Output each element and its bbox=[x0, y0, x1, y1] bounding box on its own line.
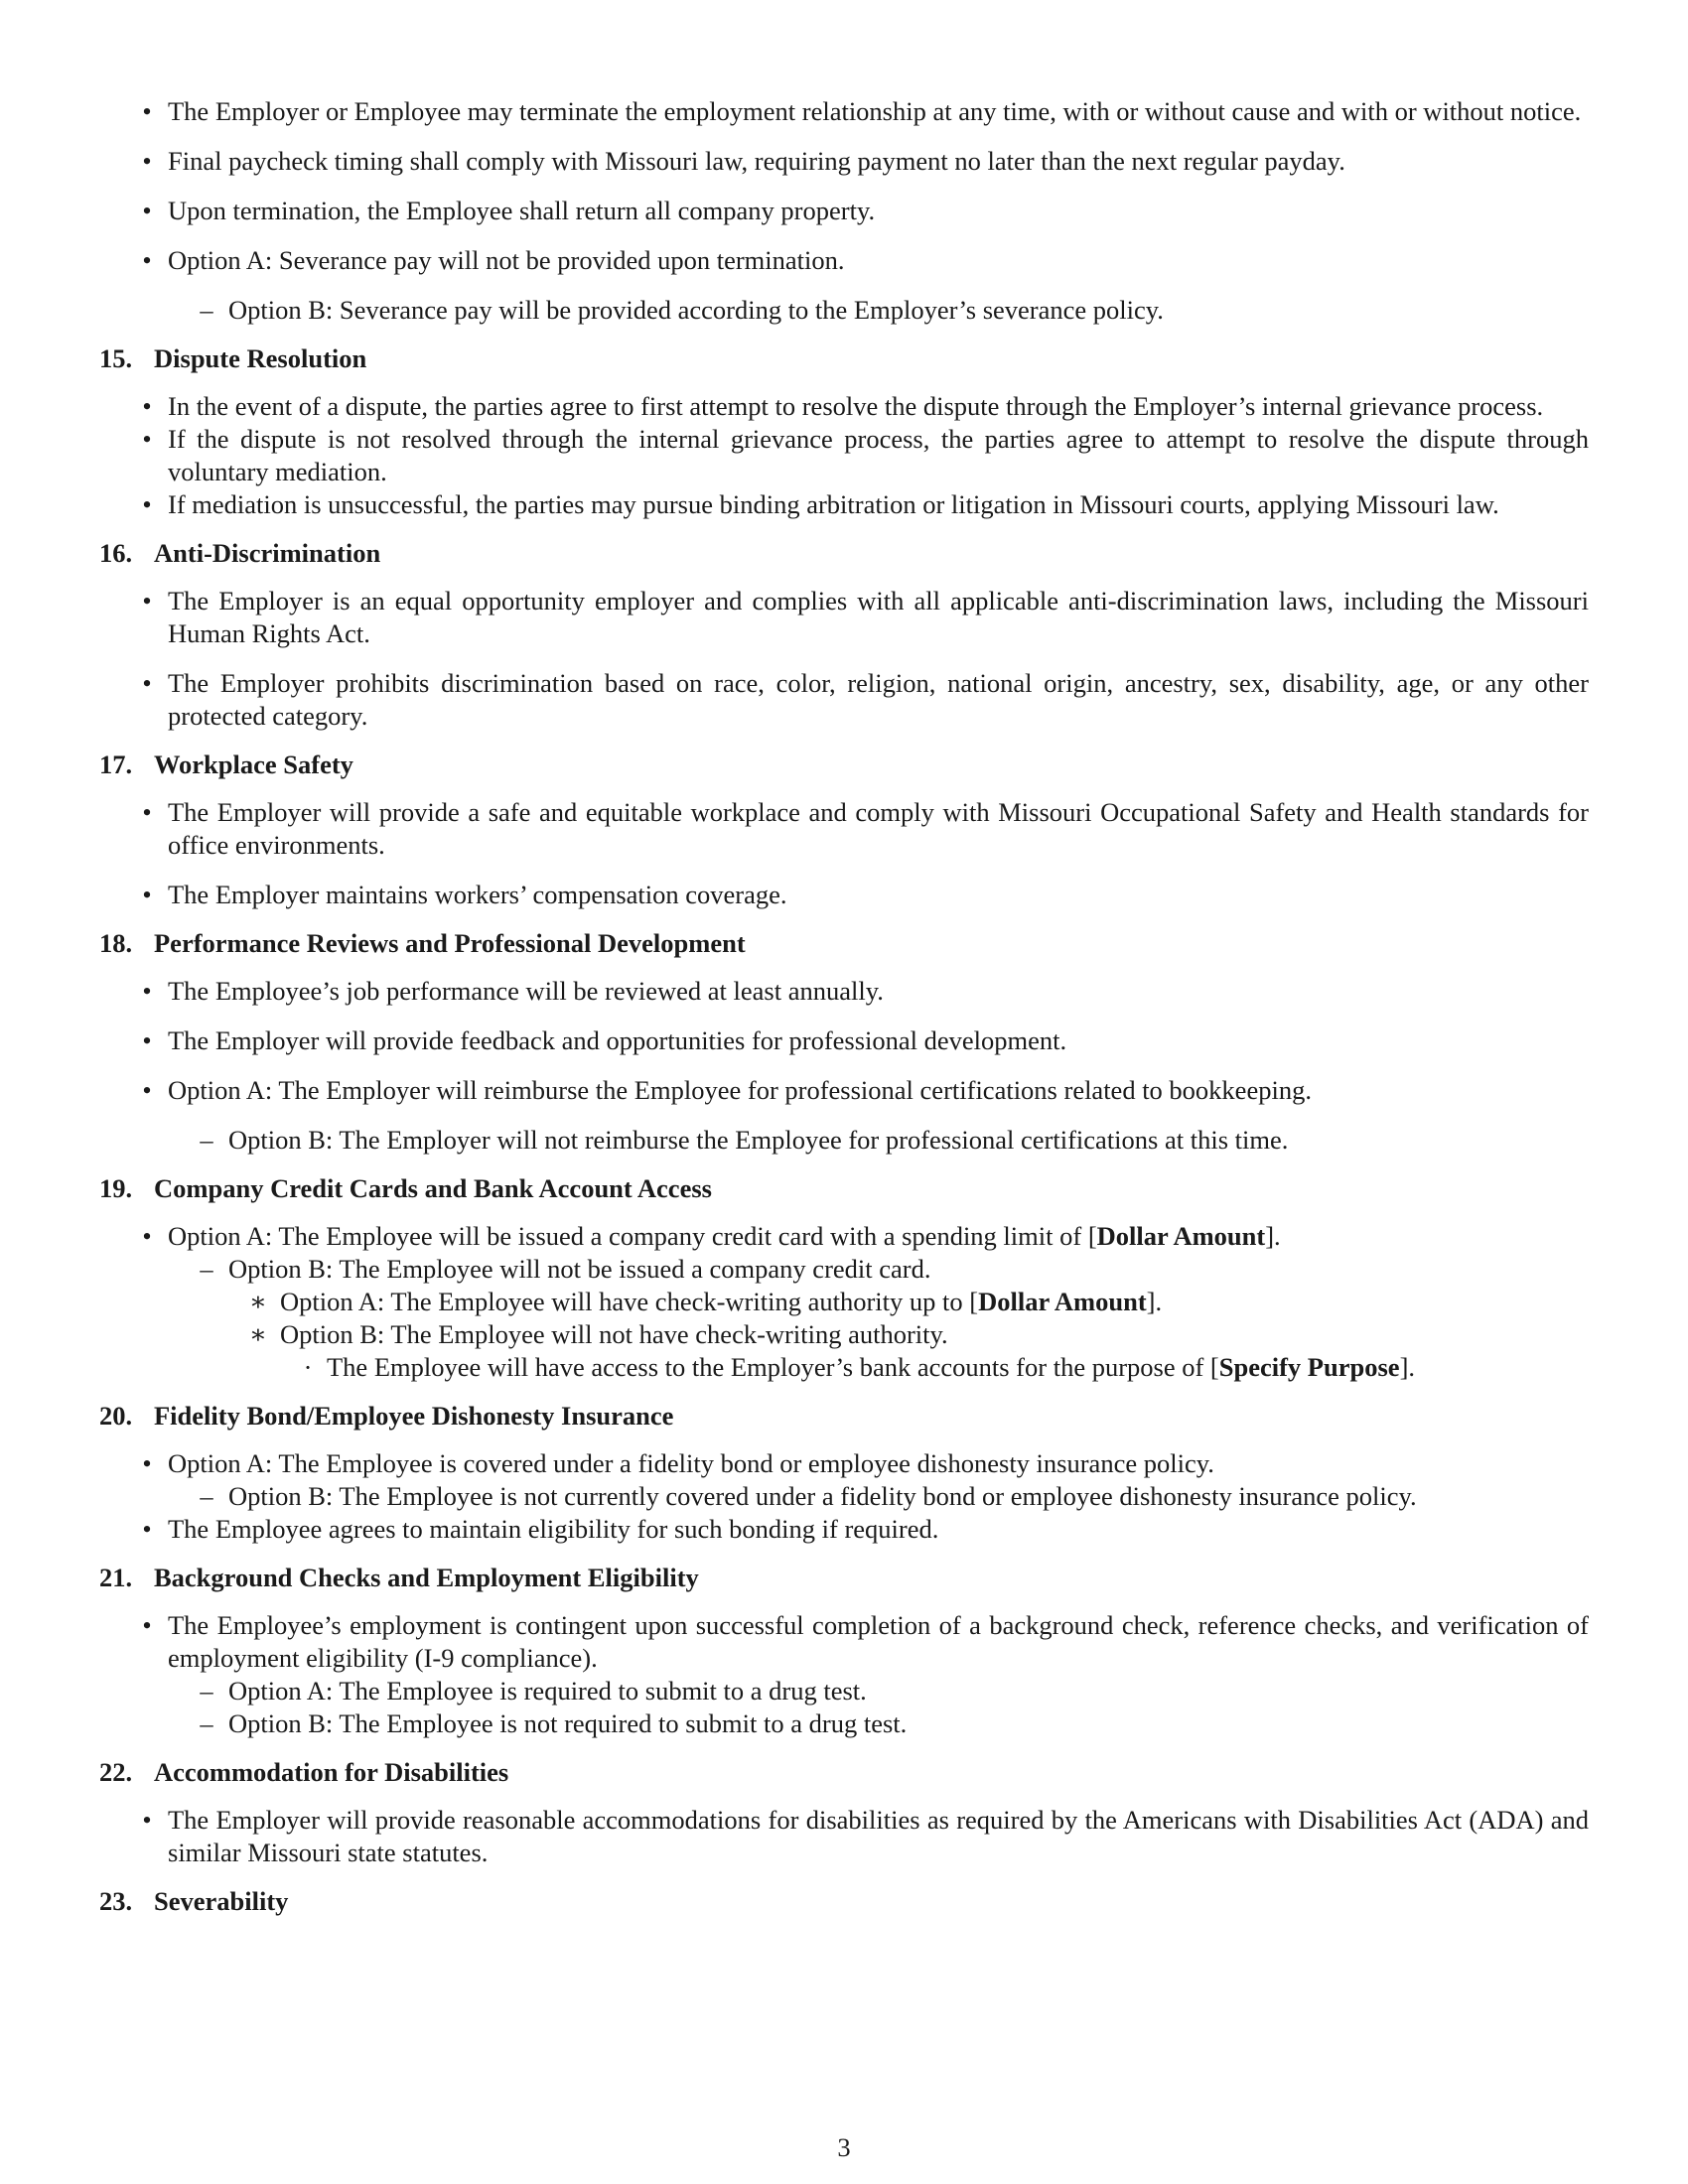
placeholder-field: Dollar Amount bbox=[1096, 1221, 1266, 1251]
page-number: 3 bbox=[837, 2132, 851, 2162]
section-heading-22 bbox=[99, 1756, 1589, 1789]
bullet-marker: • bbox=[142, 1075, 152, 1105]
dash-marker: – bbox=[200, 1708, 213, 1738]
star-marker: ∗ bbox=[248, 1287, 267, 1316]
list-item-text: Option B: The Employee is not currently covered under a fidelity bond or employee dishonesty insurance policy. bbox=[228, 1481, 1417, 1511]
list-item bbox=[99, 1124, 1589, 1157]
list-item bbox=[99, 145, 1589, 178]
section-title: Severability bbox=[154, 1886, 289, 1916]
bullet-marker: • bbox=[142, 586, 152, 615]
list-item bbox=[99, 195, 1589, 227]
termination-bullets bbox=[99, 95, 1589, 327]
dash-marker: – bbox=[200, 1254, 213, 1284]
section-title: Dispute Resolution bbox=[154, 343, 367, 373]
list-item bbox=[99, 1318, 1589, 1351]
section-number: 19. bbox=[99, 1173, 133, 1203]
list-item-text: The Employer or Employee may terminate the employment relationship at any time, with or without cause and with or without notice. bbox=[168, 96, 1582, 126]
list-item bbox=[99, 1286, 1589, 1318]
list-item-text: The Employer will provide a safe and equitable workplace and comply with Missouri Occupational Safety and Health standards for office environments. bbox=[168, 797, 1589, 860]
section-number: 16. bbox=[99, 538, 133, 568]
list-item-text: Option A: The Employee is covered under a fidelity bond or employee dishonesty insurance policy. bbox=[168, 1448, 1214, 1478]
section-number: 18. bbox=[99, 928, 133, 958]
bullet-marker: • bbox=[142, 880, 152, 909]
document-page bbox=[99, 95, 1589, 1933]
dash-marker: – bbox=[200, 1125, 213, 1155]
bullet-marker: • bbox=[142, 146, 152, 176]
section-19-list bbox=[99, 1220, 1589, 1384]
list-item bbox=[99, 95, 1589, 128]
list-item-text bbox=[327, 1352, 1415, 1382]
section-title: Workplace Safety bbox=[154, 750, 353, 779]
dash-marker: – bbox=[200, 1676, 213, 1706]
bullet-marker: • bbox=[142, 1221, 152, 1251]
section-number: 23. bbox=[99, 1886, 133, 1916]
bullet-marker: • bbox=[142, 245, 152, 275]
list-item bbox=[99, 1253, 1589, 1286]
list-item-text: If the dispute is not resolved through the internal grievance process, the parties agree to attempt to resolve the dispute through voluntary mediation. bbox=[168, 424, 1589, 486]
section-title: Background Checks and Employment Eligibility bbox=[154, 1563, 699, 1592]
section-heading-15 bbox=[99, 342, 1589, 375]
list-item bbox=[99, 244, 1589, 277]
text-segment: Option A: The Employee will be issued a company credit card with a spending limit of [ bbox=[168, 1221, 1097, 1251]
section-title: Accommodation for Disabilities bbox=[154, 1757, 509, 1787]
list-item bbox=[99, 488, 1589, 521]
list-item bbox=[99, 1675, 1589, 1707]
bullet-marker: • bbox=[142, 196, 152, 225]
list-item-text: The Employer maintains workers’ compensation coverage. bbox=[168, 880, 787, 909]
list-item-text bbox=[280, 1287, 1162, 1316]
list-item bbox=[99, 975, 1589, 1008]
list-item-text: The Employer will provide reasonable accommodations for disabilities as required by the Americans with Disabilities Act (ADA) and similar Missouri state statutes. bbox=[168, 1805, 1589, 1867]
list-item-text bbox=[168, 1221, 1281, 1251]
list-item-text: The Employer will provide feedback and opportunities for professional development. bbox=[168, 1025, 1067, 1055]
section-title: Anti-Discrimination bbox=[154, 538, 381, 568]
list-item-text: The Employee’s employment is contingent upon successful completion of a background check, reference checks, and verification of employment eligibility (I-9 compliance). bbox=[168, 1610, 1589, 1673]
bullet-marker: • bbox=[142, 1025, 152, 1055]
section-18-list bbox=[99, 975, 1589, 1157]
placeholder-field: Dollar Amount bbox=[978, 1287, 1147, 1316]
section-heading-18 bbox=[99, 927, 1589, 960]
section-heading-17 bbox=[99, 749, 1589, 781]
bullet-marker: • bbox=[142, 96, 152, 126]
section-16-list bbox=[99, 585, 1589, 733]
section-15-list bbox=[99, 390, 1589, 521]
section-number: 17. bbox=[99, 750, 133, 779]
list-item-text: Option A: The Employee is required to submit to a drug test. bbox=[228, 1676, 867, 1706]
section-heading-19 bbox=[99, 1172, 1589, 1205]
bullet-marker: • bbox=[142, 1805, 152, 1835]
section-number: 20. bbox=[99, 1401, 133, 1431]
section-21-list bbox=[99, 1609, 1589, 1740]
list-item-text: The Employee’s job performance will be reviewed at least annually. bbox=[168, 976, 884, 1006]
text-segment: ]. bbox=[1399, 1352, 1416, 1382]
section-number: 15. bbox=[99, 343, 133, 373]
list-item-text: Option B: The Employee is not required to submit to a drug test. bbox=[228, 1708, 908, 1738]
text-segment: The Employee will have access to the Employer’s bank accounts for the purpose of [ bbox=[327, 1352, 1219, 1382]
bullet-marker: • bbox=[142, 797, 152, 827]
section-heading-23 bbox=[99, 1885, 1589, 1918]
list-item-text: Option A: The Employer will reimburse the Employee for professional certifications related to bookkeeping. bbox=[168, 1075, 1312, 1105]
bullet-marker: • bbox=[142, 1610, 152, 1640]
bullet-marker: • bbox=[142, 976, 152, 1006]
list-item bbox=[99, 390, 1589, 423]
list-item bbox=[99, 1024, 1589, 1057]
list-item-text: Option B: The Employee will not have check-writing authority. bbox=[280, 1319, 948, 1349]
text-segment: Option A: The Employee will have check-writing authority up to [ bbox=[280, 1287, 979, 1316]
dot-marker: · bbox=[303, 1352, 313, 1382]
list-item-text: Upon termination, the Employee shall return all company property. bbox=[168, 196, 876, 225]
list-item-text: The Employer prohibits discrimination based on race, color, religion, national origin, ancestry, sex, disability, age, or any other protected category. bbox=[168, 668, 1589, 731]
star-marker: ∗ bbox=[248, 1319, 267, 1349]
section-number: 22. bbox=[99, 1757, 133, 1787]
list-item bbox=[99, 1351, 1589, 1384]
list-item bbox=[99, 879, 1589, 911]
list-item bbox=[99, 1609, 1589, 1675]
list-item-text: If mediation is unsuccessful, the parties may pursue binding arbitration or litigation in Missouri courts, applying Missouri law. bbox=[168, 489, 1499, 519]
text-segment: ]. bbox=[1265, 1221, 1281, 1251]
section-20-list bbox=[99, 1447, 1589, 1546]
bullet-marker: • bbox=[142, 489, 152, 519]
list-item-text: Final paycheck timing shall comply with Missouri law, requiring payment no later than the next regular payday. bbox=[168, 146, 1345, 176]
section-heading-16 bbox=[99, 537, 1589, 570]
bullet-marker: • bbox=[142, 1448, 152, 1478]
list-item bbox=[99, 585, 1589, 650]
list-item-text: Option B: The Employer will not reimburse the Employee for professional certifications at this time. bbox=[228, 1125, 1289, 1155]
list-item bbox=[99, 1447, 1589, 1480]
list-item bbox=[99, 1074, 1589, 1107]
placeholder-field: Specify Purpose bbox=[1218, 1352, 1400, 1382]
dash-marker: – bbox=[200, 1481, 213, 1511]
bullet-marker: • bbox=[142, 668, 152, 698]
list-item-text: In the event of a dispute, the parties agree to first attempt to resolve the dispute through the Employer’s internal grievance process. bbox=[168, 391, 1544, 421]
list-item bbox=[99, 294, 1589, 327]
bullet-marker: • bbox=[142, 1514, 152, 1544]
list-item-text: Option A: Severance pay will not be provided upon termination. bbox=[168, 245, 845, 275]
list-item bbox=[99, 1220, 1589, 1253]
section-title: Company Credit Cards and Bank Account Access bbox=[154, 1173, 712, 1203]
list-item-text: The Employee agrees to maintain eligibility for such bonding if required. bbox=[168, 1514, 939, 1544]
list-item-text: Option B: The Employee will not be issued a company credit card. bbox=[228, 1254, 931, 1284]
section-heading-20 bbox=[99, 1400, 1589, 1433]
list-item bbox=[99, 1480, 1589, 1513]
bullet-marker: • bbox=[142, 391, 152, 421]
section-title: Fidelity Bond/Employee Dishonesty Insurance bbox=[154, 1401, 674, 1431]
dash-marker: – bbox=[200, 295, 213, 325]
list-item-text: Option B: Severance pay will be provided according to the Employer’s severance policy. bbox=[228, 295, 1164, 325]
list-item bbox=[99, 667, 1589, 733]
list-item bbox=[99, 796, 1589, 862]
section-heading-21 bbox=[99, 1562, 1589, 1594]
section-title: Performance Reviews and Professional Development bbox=[154, 928, 746, 958]
text-segment: ]. bbox=[1146, 1287, 1163, 1316]
bullet-marker: • bbox=[142, 424, 152, 454]
list-item bbox=[99, 1513, 1589, 1546]
list-item bbox=[99, 1804, 1589, 1869]
list-item-text: The Employer is an equal opportunity employer and complies with all applicable anti-discrimination laws, including the Missouri Human Rights Act. bbox=[168, 586, 1589, 648]
section-number: 21. bbox=[99, 1563, 133, 1592]
list-item bbox=[99, 1707, 1589, 1740]
section-17-list bbox=[99, 796, 1589, 911]
list-item bbox=[99, 423, 1589, 488]
section-22-list bbox=[99, 1804, 1589, 1869]
